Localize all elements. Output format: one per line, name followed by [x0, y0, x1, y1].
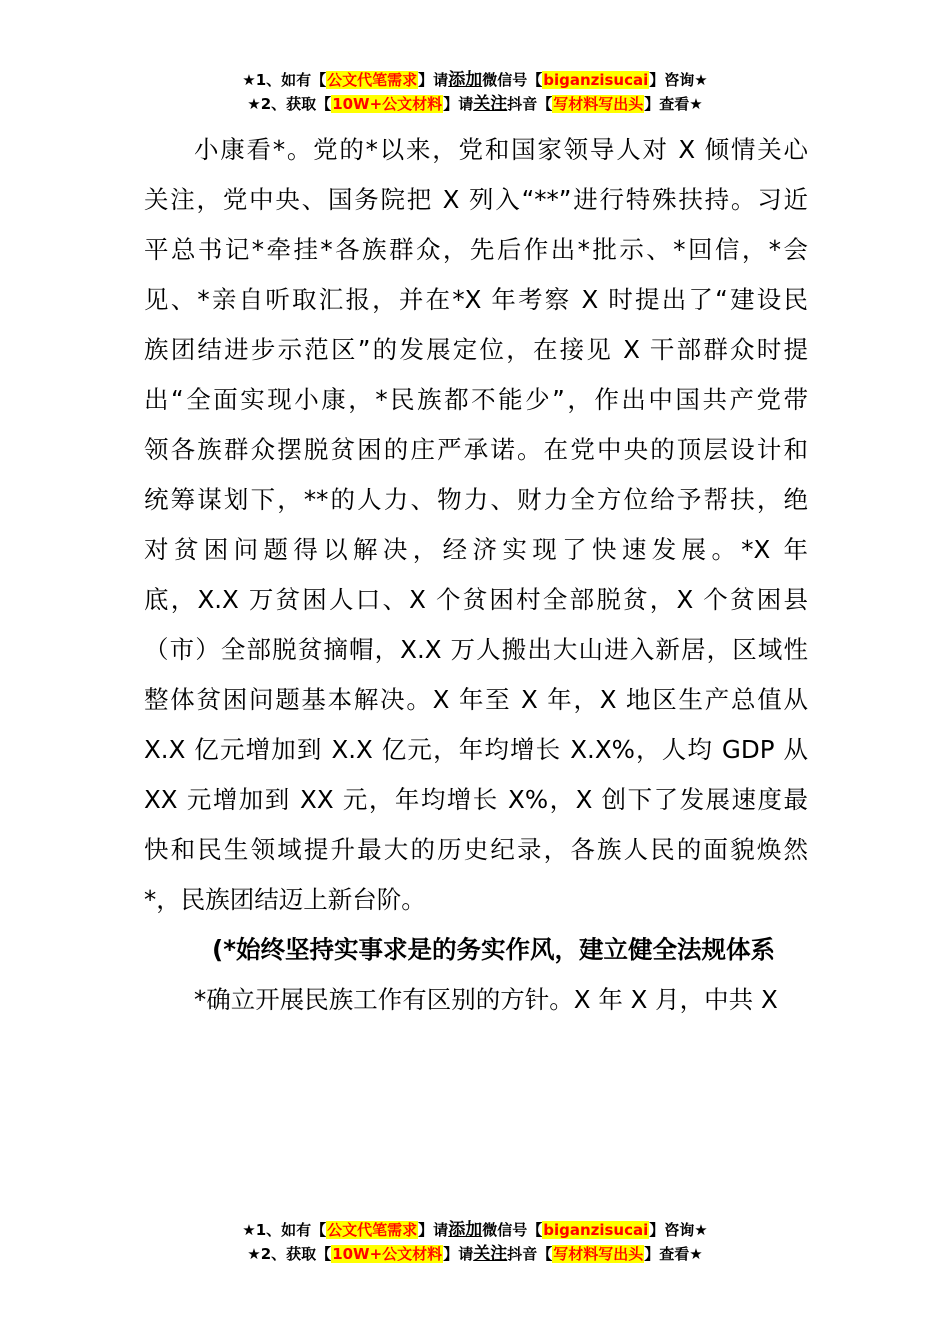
body-line: *确立开展民族工作有区别的方针。X 年 X 月，中共 X	[194, 985, 778, 1014]
body-line: 整体贫困问题基本解决。X 年至 X 年，X 地区生产总值从	[144, 685, 808, 714]
banner-line-2: ★2、获取【10W+公文材料】请关注抖音【写材料写出头】查看★	[247, 1244, 703, 1264]
highlight-materials: 10W+公文材料	[332, 95, 443, 113]
highlight-materials: 10W+公文材料	[332, 1245, 443, 1263]
banner-line-2: ★2、获取【10W+公文材料】请关注抖音【写材料写出头】查看★	[247, 94, 703, 114]
body-line: 平总书记*牵挂*各族群众，先后作出*批示、*回信，*会	[144, 235, 808, 264]
body-line: （市）全部脱贫摘帽，X.X 万人搬出大山进入新居，区域性	[144, 635, 808, 664]
body-line: XX 元增加到 XX 元，年均增长 X%，X 创下了发展速度最	[144, 785, 808, 814]
highlight-service: 公文代笔需求	[327, 1221, 418, 1239]
body-line: 领各族群众摆脱贫困的庄严承诺。在党中央的顶层设计和	[144, 435, 808, 464]
body-line: 出“全面实现小康，*民族都不能少”，作出中国共产党带	[144, 385, 808, 414]
body-line: 底，X.X 万贫困人口、X 个贫困村全部脱贫，X 个贫困县	[144, 585, 808, 614]
body-line: 小康看*。党的*以来，党和国家领导人对 X 倾情关心	[194, 135, 808, 164]
banner-line-1: ★1、如有【公文代笔需求】请添加微信号【biganzisucai】咨询★	[242, 70, 708, 90]
banner-line-1: ★1、如有【公文代笔需求】请添加微信号【biganzisucai】咨询★	[242, 1220, 708, 1240]
body-line: 统筹谋划下，**的人力、物力、财力全方位给予帮扶，绝	[144, 485, 808, 514]
highlight-douyin: 写材料写出头	[553, 95, 644, 113]
document-body	[144, 125, 808, 1025]
highlight-wechat-id: biganzisucai	[543, 1221, 649, 1239]
body-line: 见、*亲自听取汇报，并在*X 年考察 X 时提出了“建设民	[144, 285, 808, 314]
body-line: 快和民生领域提升最大的历史纪录，各族人民的面貌焕然	[144, 835, 808, 864]
body-line: X.X 亿元增加到 X.X 亿元，年均增长 X.X%，人均 GDP 从	[144, 735, 808, 764]
body-line: *，民族团结迈上新台阶。	[144, 885, 426, 914]
body-line: 对贫困问题得以解决，经济实现了快速发展。*X 年	[144, 535, 808, 564]
section-heading: (*始终坚持实事求是的务实作风，建立健全法规体系	[212, 935, 776, 964]
header-banner	[0, 68, 950, 116]
body-line: 族团结进步示范区”的发展定位，在接见 X 干部群众时提	[144, 335, 808, 364]
body-line: 关注，党中央、国务院把 X 列入“**”进行特殊扶持。习近	[144, 185, 808, 214]
footer-banner	[0, 1218, 950, 1266]
highlight-douyin: 写材料写出头	[553, 1245, 644, 1263]
highlight-service: 公文代笔需求	[327, 71, 418, 89]
highlight-wechat-id: biganzisucai	[543, 71, 649, 89]
